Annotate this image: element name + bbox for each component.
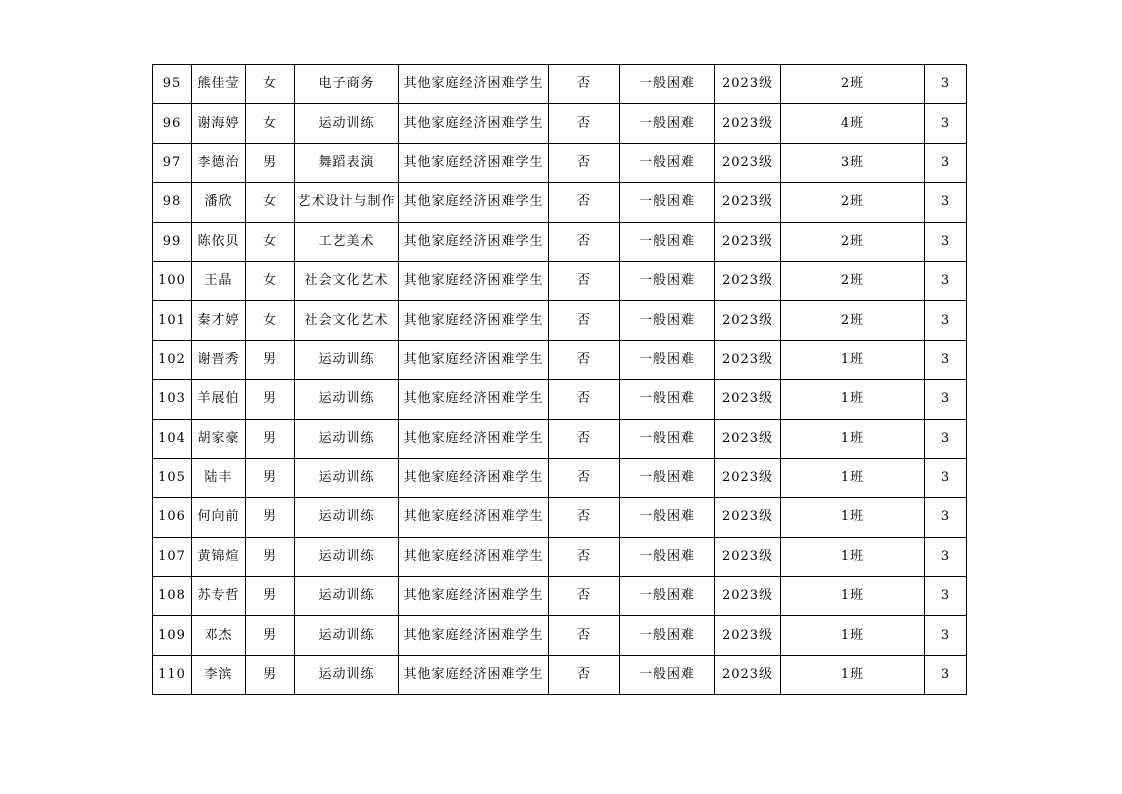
table-row — [153, 419, 967, 458]
cell-hardship-level: 一般困难 — [620, 458, 715, 497]
cell-gender: 男 — [246, 537, 295, 576]
cell-student-name: 胡家豪 — [192, 419, 246, 458]
cell-student-name: 王晶 — [192, 261, 246, 300]
cell-flag: 否 — [549, 537, 620, 576]
cell-hardship-type: 其他家庭经济困难学生 — [399, 143, 549, 182]
cell-class: 1班 — [781, 340, 925, 379]
cell-student-name: 陆丰 — [192, 458, 246, 497]
cell-major: 工艺美术 — [295, 222, 399, 261]
cell-grade: 2023级 — [715, 340, 781, 379]
cell-count: 3 — [925, 340, 967, 379]
cell-grade: 2023级 — [715, 143, 781, 182]
cell-number: 109 — [153, 616, 192, 655]
cell-class: 1班 — [781, 537, 925, 576]
table-row — [153, 537, 967, 576]
cell-student-name: 何向前 — [192, 498, 246, 537]
cell-gender: 女 — [246, 104, 295, 143]
cell-flag: 否 — [549, 222, 620, 261]
cell-flag: 否 — [549, 183, 620, 222]
cell-count: 3 — [925, 655, 967, 694]
cell-hardship-type: 其他家庭经济困难学生 — [399, 104, 549, 143]
cell-gender: 男 — [246, 655, 295, 694]
cell-major: 运动训练 — [295, 380, 399, 419]
cell-major: 运动训练 — [295, 577, 399, 616]
cell-class: 1班 — [781, 419, 925, 458]
cell-grade: 2023级 — [715, 537, 781, 576]
table-row — [153, 498, 967, 537]
cell-class: 2班 — [781, 261, 925, 300]
cell-student-name: 谢晋秀 — [192, 340, 246, 379]
cell-student-name: 潘欣 — [192, 183, 246, 222]
table-row — [153, 616, 967, 655]
cell-hardship-type: 其他家庭经济困难学生 — [399, 183, 549, 222]
cell-count: 3 — [925, 577, 967, 616]
cell-major: 运动训练 — [295, 458, 399, 497]
cell-grade: 2023级 — [715, 498, 781, 537]
table-row — [153, 301, 967, 340]
cell-number: 98 — [153, 183, 192, 222]
cell-number: 107 — [153, 537, 192, 576]
cell-class: 2班 — [781, 65, 925, 104]
cell-number: 96 — [153, 104, 192, 143]
cell-major: 舞蹈表演 — [295, 143, 399, 182]
cell-flag: 否 — [549, 655, 620, 694]
cell-number: 103 — [153, 380, 192, 419]
cell-hardship-type: 其他家庭经济困难学生 — [399, 537, 549, 576]
cell-count: 3 — [925, 498, 967, 537]
table-row — [153, 577, 967, 616]
cell-count: 3 — [925, 537, 967, 576]
cell-number: 99 — [153, 222, 192, 261]
cell-hardship-type: 其他家庭经济困难学生 — [399, 301, 549, 340]
cell-gender: 女 — [246, 65, 295, 104]
cell-hardship-type: 其他家庭经济困难学生 — [399, 458, 549, 497]
cell-hardship-type: 其他家庭经济困难学生 — [399, 498, 549, 537]
cell-hardship-level: 一般困难 — [620, 104, 715, 143]
cell-flag: 否 — [549, 104, 620, 143]
cell-hardship-level: 一般困难 — [620, 419, 715, 458]
cell-major: 电子商务 — [295, 65, 399, 104]
cell-hardship-type: 其他家庭经济困难学生 — [399, 261, 549, 300]
cell-count: 3 — [925, 183, 967, 222]
cell-grade: 2023级 — [715, 419, 781, 458]
table-row — [153, 261, 967, 300]
cell-flag: 否 — [549, 419, 620, 458]
cell-gender: 男 — [246, 419, 295, 458]
cell-number: 110 — [153, 655, 192, 694]
cell-gender: 女 — [246, 261, 295, 300]
cell-hardship-level: 一般困难 — [620, 655, 715, 694]
cell-gender: 女 — [246, 301, 295, 340]
cell-flag: 否 — [549, 340, 620, 379]
cell-hardship-level: 一般困难 — [620, 222, 715, 261]
table-row — [153, 183, 967, 222]
cell-student-name: 李滨 — [192, 655, 246, 694]
cell-student-name: 李德治 — [192, 143, 246, 182]
cell-major: 社会文化艺术 — [295, 301, 399, 340]
cell-gender: 男 — [246, 340, 295, 379]
cell-hardship-type: 其他家庭经济困难学生 — [399, 655, 549, 694]
table-row — [153, 104, 967, 143]
cell-hardship-level: 一般困难 — [620, 143, 715, 182]
cell-hardship-type: 其他家庭经济困难学生 — [399, 222, 549, 261]
cell-student-name: 谢海婷 — [192, 104, 246, 143]
cell-gender: 女 — [246, 183, 295, 222]
cell-student-name: 陈依贝 — [192, 222, 246, 261]
cell-number: 95 — [153, 65, 192, 104]
cell-major: 运动训练 — [295, 655, 399, 694]
cell-flag: 否 — [549, 616, 620, 655]
cell-student-name: 苏专哲 — [192, 577, 246, 616]
cell-number: 105 — [153, 458, 192, 497]
cell-class: 1班 — [781, 577, 925, 616]
cell-class: 4班 — [781, 104, 925, 143]
cell-grade: 2023级 — [715, 261, 781, 300]
cell-gender: 男 — [246, 498, 295, 537]
cell-flag: 否 — [549, 143, 620, 182]
document-page — [152, 64, 967, 695]
cell-gender: 男 — [246, 380, 295, 419]
cell-gender: 女 — [246, 222, 295, 261]
cell-student-name: 秦才婷 — [192, 301, 246, 340]
cell-grade: 2023级 — [715, 301, 781, 340]
cell-class: 1班 — [781, 380, 925, 419]
cell-grade: 2023级 — [715, 655, 781, 694]
cell-student-name: 黄锦煊 — [192, 537, 246, 576]
cell-hardship-level: 一般困难 — [620, 340, 715, 379]
table-row — [153, 340, 967, 379]
cell-count: 3 — [925, 143, 967, 182]
cell-flag: 否 — [549, 577, 620, 616]
table-row — [153, 222, 967, 261]
cell-gender: 男 — [246, 577, 295, 616]
cell-flag: 否 — [549, 261, 620, 300]
cell-hardship-type: 其他家庭经济困难学生 — [399, 419, 549, 458]
cell-class: 2班 — [781, 222, 925, 261]
cell-flag: 否 — [549, 380, 620, 419]
cell-class: 1班 — [781, 458, 925, 497]
cell-hardship-level: 一般困难 — [620, 261, 715, 300]
cell-major: 运动训练 — [295, 419, 399, 458]
cell-grade: 2023级 — [715, 104, 781, 143]
cell-count: 3 — [925, 222, 967, 261]
cell-gender: 男 — [246, 143, 295, 182]
cell-number: 97 — [153, 143, 192, 182]
cell-number: 100 — [153, 261, 192, 300]
cell-count: 3 — [925, 261, 967, 300]
cell-hardship-type: 其他家庭经济困难学生 — [399, 577, 549, 616]
cell-grade: 2023级 — [715, 222, 781, 261]
table-row — [153, 458, 967, 497]
cell-count: 3 — [925, 419, 967, 458]
cell-hardship-level: 一般困难 — [620, 537, 715, 576]
cell-major: 艺术设计与制作 — [295, 183, 399, 222]
cell-class: 2班 — [781, 301, 925, 340]
cell-class: 1班 — [781, 616, 925, 655]
cell-gender: 男 — [246, 616, 295, 655]
cell-number: 101 — [153, 301, 192, 340]
table-row — [153, 65, 967, 104]
cell-grade: 2023级 — [715, 458, 781, 497]
cell-class: 1班 — [781, 498, 925, 537]
student-aid-table — [152, 64, 967, 695]
table-row — [153, 380, 967, 419]
cell-major: 社会文化艺术 — [295, 261, 399, 300]
cell-flag: 否 — [549, 65, 620, 104]
cell-class: 2班 — [781, 183, 925, 222]
cell-hardship-level: 一般困难 — [620, 183, 715, 222]
table-row — [153, 655, 967, 694]
cell-number: 102 — [153, 340, 192, 379]
cell-hardship-type: 其他家庭经济困难学生 — [399, 340, 549, 379]
cell-major: 运动训练 — [295, 104, 399, 143]
cell-flag: 否 — [549, 498, 620, 537]
cell-count: 3 — [925, 380, 967, 419]
cell-hardship-type: 其他家庭经济困难学生 — [399, 65, 549, 104]
cell-major: 运动训练 — [295, 537, 399, 576]
cell-hardship-level: 一般困难 — [620, 498, 715, 537]
cell-count: 3 — [925, 301, 967, 340]
cell-count: 3 — [925, 616, 967, 655]
cell-grade: 2023级 — [715, 65, 781, 104]
cell-count: 3 — [925, 458, 967, 497]
cell-hardship-level: 一般困难 — [620, 301, 715, 340]
cell-number: 108 — [153, 577, 192, 616]
cell-gender: 男 — [246, 458, 295, 497]
cell-hardship-type: 其他家庭经济困难学生 — [399, 616, 549, 655]
cell-number: 104 — [153, 419, 192, 458]
cell-flag: 否 — [549, 301, 620, 340]
cell-count: 3 — [925, 104, 967, 143]
cell-major: 运动训练 — [295, 340, 399, 379]
cell-major: 运动训练 — [295, 616, 399, 655]
cell-grade: 2023级 — [715, 616, 781, 655]
cell-count: 3 — [925, 65, 967, 104]
cell-major: 运动训练 — [295, 498, 399, 537]
cell-flag: 否 — [549, 458, 620, 497]
cell-class: 1班 — [781, 655, 925, 694]
cell-student-name: 羊展伯 — [192, 380, 246, 419]
cell-grade: 2023级 — [715, 577, 781, 616]
cell-hardship-level: 一般困难 — [620, 380, 715, 419]
cell-hardship-level: 一般困难 — [620, 65, 715, 104]
cell-hardship-level: 一般困难 — [620, 616, 715, 655]
cell-student-name: 熊佳莹 — [192, 65, 246, 104]
table-row — [153, 143, 967, 182]
cell-number: 106 — [153, 498, 192, 537]
cell-student-name: 邓杰 — [192, 616, 246, 655]
cell-grade: 2023级 — [715, 183, 781, 222]
cell-hardship-type: 其他家庭经济困难学生 — [399, 380, 549, 419]
cell-grade: 2023级 — [715, 380, 781, 419]
cell-class: 3班 — [781, 143, 925, 182]
table-body — [153, 65, 967, 695]
cell-hardship-level: 一般困难 — [620, 577, 715, 616]
